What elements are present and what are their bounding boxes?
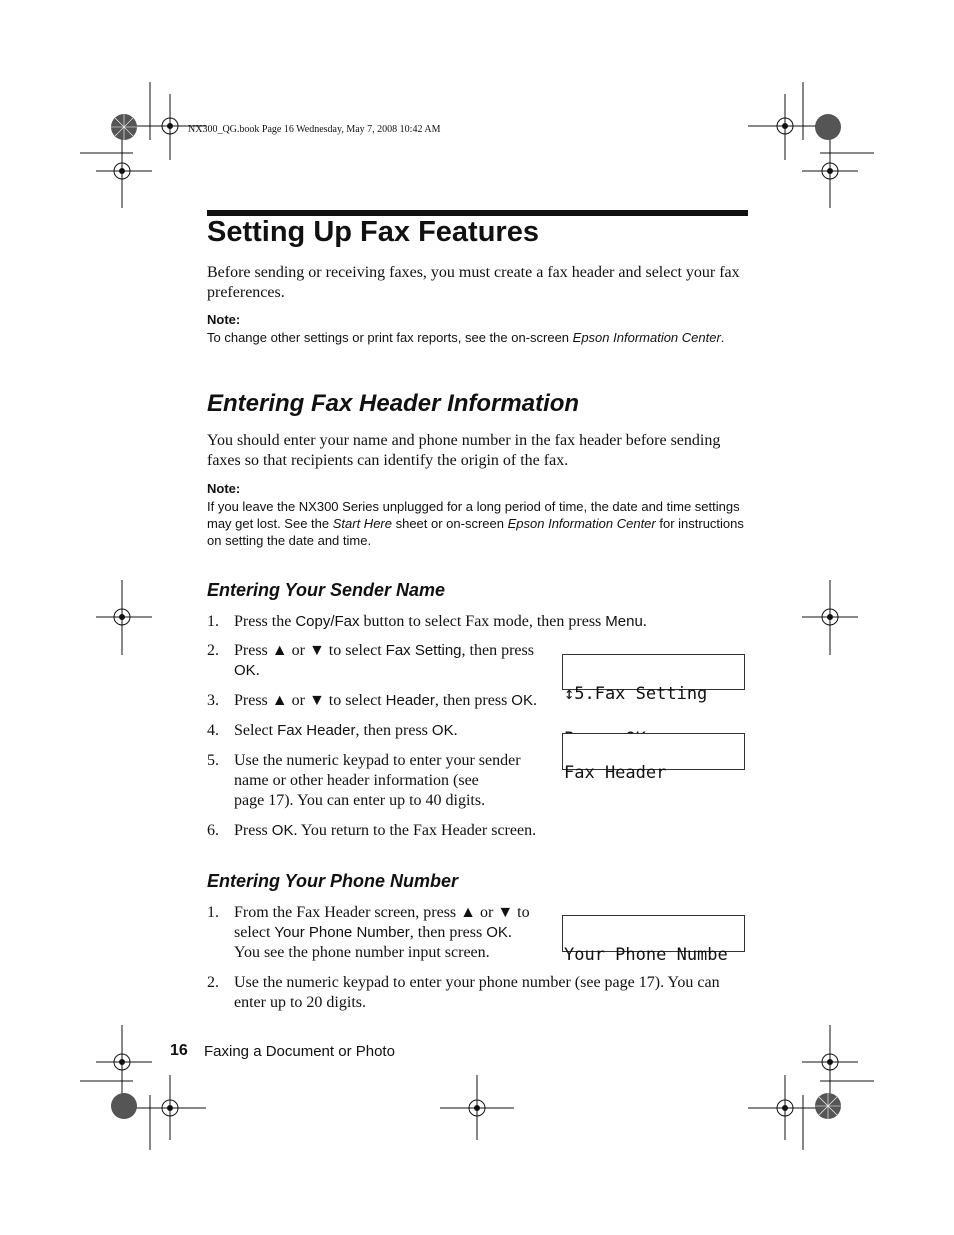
page-number: 16: [170, 1042, 188, 1059]
note-label: Note:: [207, 481, 241, 496]
subsection-title: Entering Your Phone Number: [207, 871, 459, 891]
lcd-screen-fax-setting: [562, 654, 745, 704]
step-item: 3. Press ▲ or ▼ to select Header, then press OK.: [207, 692, 537, 709]
book-info: NX300_QG.book Page 16 Wednesday, May 7, 2008 10:42 AM: [188, 124, 441, 135]
note-text: If you leave the NX300 Series unplugged for a long period of time, the date and time settings may get lost. See the Start Here sheet or on-screen Epson Information Center for instructions on setting the date and time.: [207, 499, 744, 548]
footer-section: Faxing a Document or Photo: [204, 1043, 395, 1060]
lcd-line: Your Phone Numbe: [564, 945, 728, 965]
section-title: Entering Fax Header Information: [207, 390, 580, 417]
step-item: 2. Press ▲ or ▼ to select Fax Setting, then press OK.: [207, 642, 534, 679]
section-intro: You should enter your name and phone number in the fax header before sending faxes so that recipients can identify the origin of the fax.: [207, 432, 721, 469]
lcd-line: Fax Header: [564, 763, 667, 783]
subsection-title: Entering Your Sender Name: [207, 580, 446, 600]
intro-paragraph: Before sending or receiving faxes, you must create a fax header and select your fax preferences.: [207, 264, 740, 301]
step-item: 6. Press OK. You return to the Fax Header screen.: [207, 822, 537, 839]
page-title: Setting Up Fax Features: [207, 216, 539, 248]
note-text: To change other settings or print fax reports, see the on-screen Epson Information Center.: [207, 330, 725, 345]
lcd-line: ↕5.Fax Setting: [564, 684, 708, 704]
step-item: 2. Use the numeric keypad to enter your phone number (see page 17). You can enter up to 20 digits.: [207, 974, 720, 1011]
step-item: 5. Use the numeric keypad to enter your sender name or other header information (see page 17). You can enter up to 40 digits.: [207, 752, 521, 809]
step-item: 1. Press the Copy/Fax button to select Fax mode, then press Menu.: [207, 613, 647, 630]
note-label: Note:: [207, 312, 241, 327]
step-item: 1. From the Fax Header screen, press ▲ or ▼ to select Your Phone Number, then press OK. You see the phone number input screen.: [207, 904, 530, 961]
step-item: 4. Select Fax Header, then press OK.: [207, 722, 458, 739]
lcd-screen-fax-header: [562, 733, 745, 783]
lcd-screen-phone-number: [562, 915, 745, 965]
